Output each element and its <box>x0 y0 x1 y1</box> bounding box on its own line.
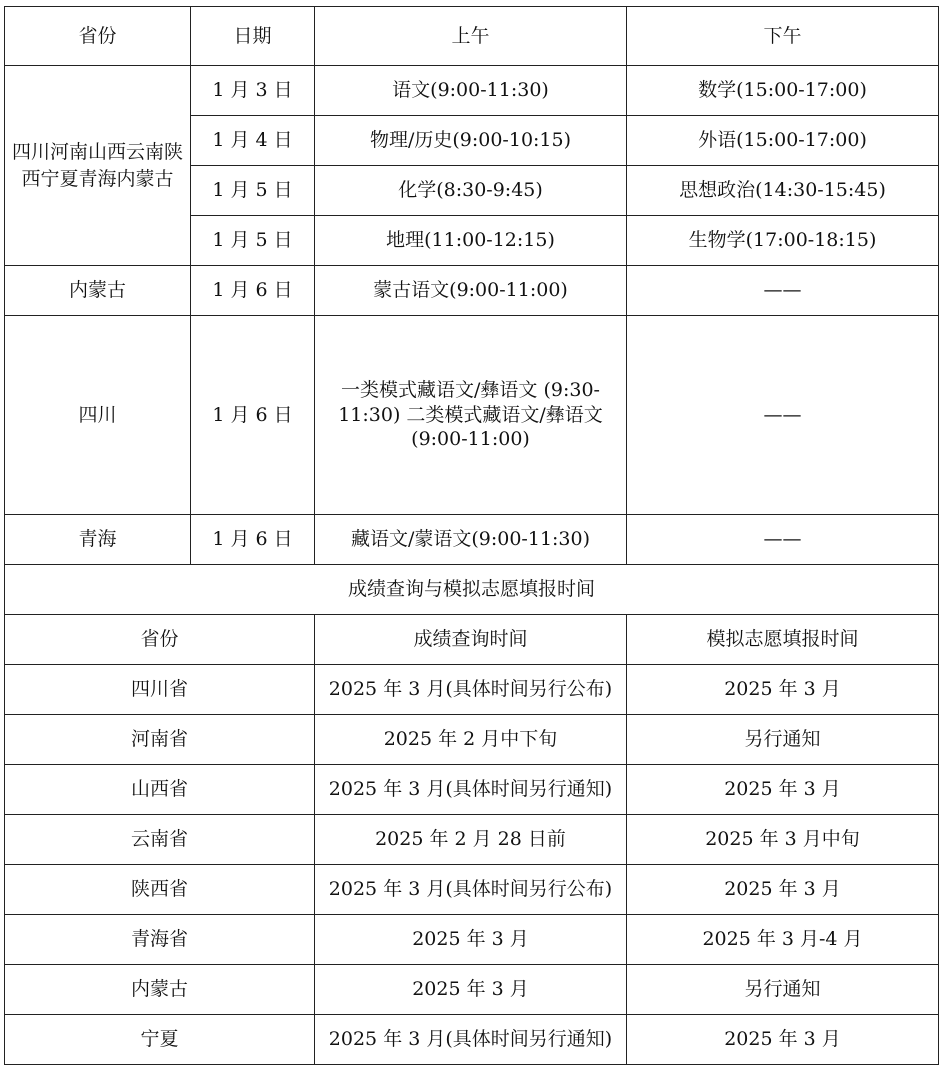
table-row <box>5 266 939 316</box>
province-cell: 内蒙古 <box>5 965 315 1015</box>
morning-cell: 地理(11:00-12:15) <box>315 216 627 266</box>
table-row <box>5 1015 939 1065</box>
table-row <box>5 316 939 515</box>
table-row <box>5 865 939 915</box>
afternoon-cell: 思想政治(14:30-15:45) <box>627 166 939 216</box>
province-cell: 内蒙古 <box>5 266 191 316</box>
province-cell: 陕西省 <box>5 865 315 915</box>
province-cell: 宁夏 <box>5 1015 315 1065</box>
table-row <box>5 515 939 565</box>
exam-schedule-table <box>4 6 939 1065</box>
afternoon-cell: 数学(15:00-17:00) <box>627 66 939 116</box>
afternoon-cell: 外语(15:00-17:00) <box>627 116 939 166</box>
morning-cell: 语文(9:00-11:30) <box>315 66 627 116</box>
sim-cell: 2025 年 3 月中旬 <box>627 815 939 865</box>
province-cell: 青海 <box>5 515 191 565</box>
sim-cell: 2025 年 3 月 <box>627 865 939 915</box>
query-cell: 2025 年 3 月(具体时间另行公布) <box>315 665 627 715</box>
afternoon-cell: —— <box>627 515 939 565</box>
query-cell: 2025 年 3 月(具体时间另行通知) <box>315 765 627 815</box>
table-row <box>5 915 939 965</box>
date-cell: 1 月 3 日 <box>191 66 315 116</box>
query-cell: 2025 年 2 月中下旬 <box>315 715 627 765</box>
header-date: 日期 <box>191 7 315 66</box>
date-cell: 1 月 6 日 <box>191 515 315 565</box>
afternoon-cell: —— <box>627 316 939 515</box>
table-row <box>5 965 939 1015</box>
morning-cell: 藏语文/蒙语文(9:00-11:30) <box>315 515 627 565</box>
table-row <box>5 815 939 865</box>
query-cell: 2025 年 3 月 <box>315 965 627 1015</box>
table-row <box>5 765 939 815</box>
afternoon-cell: —— <box>627 266 939 316</box>
morning-line: (9:30-11:30) <box>338 378 600 426</box>
query-cell: 2025 年 2 月 28 日前 <box>315 815 627 865</box>
morning-cell-multiline <box>315 316 627 515</box>
header-morning: 上午 <box>315 7 627 66</box>
date-cell: 1 月 6 日 <box>191 266 315 316</box>
query-cell: 2025 年 3 月(具体时间另行通知) <box>315 1015 627 1065</box>
sim-cell: 另行通知 <box>627 965 939 1015</box>
table-row <box>5 665 939 715</box>
morning-line: (9:00-11:00) <box>411 428 530 451</box>
header-afternoon: 下午 <box>627 7 939 66</box>
sim-cell: 2025 年 3 月-4 月 <box>627 915 939 965</box>
province-cell: 云南省 <box>5 815 315 865</box>
section-title-row <box>5 565 939 615</box>
score-header-row <box>5 615 939 665</box>
exam-header-row <box>5 7 939 66</box>
afternoon-cell: 生物学(17:00-18:15) <box>627 216 939 266</box>
morning-cell: 蒙古语文(9:00-11:00) <box>315 266 627 316</box>
query-cell: 2025 年 3 月 <box>315 915 627 965</box>
morning-line: 二类模式藏语文/彝语文 <box>406 403 603 426</box>
province-cell: 四川 <box>5 316 191 515</box>
table-row <box>5 715 939 765</box>
sim-cell: 2025 年 3 月 <box>627 1015 939 1065</box>
province-cell: 河南省 <box>5 715 315 765</box>
header-score-query: 成绩查询时间 <box>315 615 627 665</box>
morning-cell: 化学(8:30-9:45) <box>315 166 627 216</box>
sim-cell: 2025 年 3 月 <box>627 765 939 815</box>
header-sim-fill: 模拟志愿填报时间 <box>627 615 939 665</box>
province-cell: 青海省 <box>5 915 315 965</box>
sim-cell: 2025 年 3 月 <box>627 665 939 715</box>
morning-line: 一类模式藏语文/彝语文 <box>341 378 538 401</box>
province-cell: 山西省 <box>5 765 315 815</box>
province-cell: 四川省 <box>5 665 315 715</box>
date-cell: 1 月 5 日 <box>191 216 315 266</box>
header-province: 省份 <box>5 615 315 665</box>
date-cell: 1 月 6 日 <box>191 316 315 515</box>
header-province: 省份 <box>5 7 191 66</box>
query-cell: 2025 年 3 月(具体时间另行公布) <box>315 865 627 915</box>
section-title: 成绩查询与模拟志愿填报时间 <box>5 565 939 615</box>
group-province-cell: 四川河南山西云南陕西宁夏青海内蒙古 <box>5 66 191 266</box>
table-row <box>5 66 939 116</box>
date-cell: 1 月 4 日 <box>191 116 315 166</box>
sim-cell: 另行通知 <box>627 715 939 765</box>
morning-cell: 物理/历史(9:00-10:15) <box>315 116 627 166</box>
date-cell: 1 月 5 日 <box>191 166 315 216</box>
